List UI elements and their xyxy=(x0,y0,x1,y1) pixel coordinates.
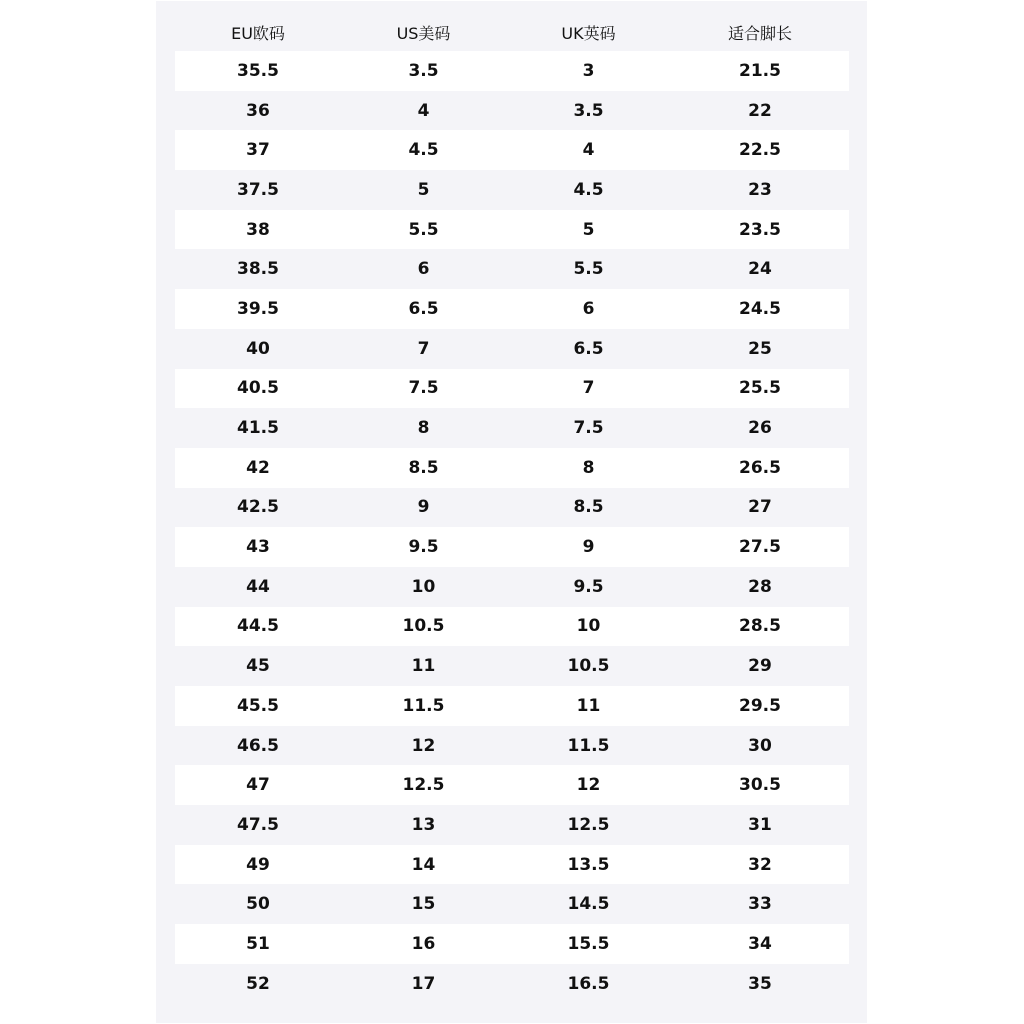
cell-eu: 47.5 xyxy=(237,814,279,835)
cell-us: 11.5 xyxy=(402,695,445,716)
cell-eu: 49 xyxy=(246,854,270,875)
size-chart-panel xyxy=(156,1,867,1023)
cell-uk: 12.5 xyxy=(567,814,610,835)
cell-eu: 45.5 xyxy=(237,695,279,716)
cell-us: 17 xyxy=(411,973,436,994)
cell-eu: 37 xyxy=(246,140,270,161)
cell-foot-length: 23 xyxy=(748,179,772,200)
table-row xyxy=(175,130,849,170)
table-row xyxy=(175,964,849,1004)
cell-us: 15 xyxy=(411,894,436,915)
cell-foot-length: 24.5 xyxy=(739,298,781,319)
cell-eu: 42 xyxy=(246,457,270,478)
header-us: US美码 xyxy=(396,23,451,43)
cell-us: 16 xyxy=(411,933,436,954)
cell-foot-length: 26 xyxy=(748,418,772,439)
cell-foot-length: 34 xyxy=(748,933,772,954)
cell-us: 12.5 xyxy=(402,775,445,796)
cell-uk: 4 xyxy=(582,140,595,161)
cell-us: 14 xyxy=(411,854,436,875)
table-row xyxy=(175,51,849,91)
table-row xyxy=(175,805,849,845)
cell-eu: 46.5 xyxy=(237,735,279,756)
table-row xyxy=(175,448,849,488)
cell-eu: 39.5 xyxy=(237,298,279,319)
cell-eu: 35.5 xyxy=(237,60,279,81)
table-row xyxy=(175,249,849,289)
cell-foot-length: 28 xyxy=(748,576,772,597)
cell-uk: 9 xyxy=(582,537,595,558)
table-row xyxy=(175,91,849,131)
cell-foot-length: 31 xyxy=(748,814,772,835)
cell-foot-length: 32 xyxy=(748,854,772,875)
cell-foot-length: 35 xyxy=(748,973,772,994)
table-row xyxy=(175,369,849,409)
cell-us: 8.5 xyxy=(408,457,439,478)
cell-uk: 4.5 xyxy=(573,179,604,200)
cell-us: 3.5 xyxy=(408,60,439,81)
cell-eu: 51 xyxy=(246,933,270,954)
cell-uk: 13.5 xyxy=(567,854,610,875)
cell-us: 5 xyxy=(417,179,430,200)
cell-eu: 38 xyxy=(246,219,270,240)
cell-us: 9.5 xyxy=(408,537,439,558)
cell-uk: 8 xyxy=(582,457,595,478)
cell-uk: 5.5 xyxy=(573,259,604,280)
cell-uk: 10.5 xyxy=(567,656,610,677)
cell-us: 6.5 xyxy=(408,298,439,319)
cell-us: 13 xyxy=(411,814,436,835)
cell-uk: 16.5 xyxy=(567,973,610,994)
cell-uk: 14.5 xyxy=(567,894,610,915)
header-foot-length: 适合脚长 xyxy=(727,23,792,43)
cell-eu: 42.5 xyxy=(237,497,279,518)
cell-foot-length: 27.5 xyxy=(739,537,781,558)
table-row xyxy=(175,567,849,607)
cell-foot-length: 33 xyxy=(748,894,772,915)
cell-foot-length: 26.5 xyxy=(739,457,781,478)
cell-us: 12 xyxy=(411,735,436,756)
table-row xyxy=(175,646,849,686)
table-row xyxy=(175,924,849,964)
cell-us: 9 xyxy=(417,497,430,518)
cell-eu: 45 xyxy=(246,656,270,677)
cell-eu: 40.5 xyxy=(237,378,279,399)
cell-uk: 10 xyxy=(576,616,601,637)
table-row xyxy=(175,329,849,369)
cell-foot-length: 22 xyxy=(748,100,772,121)
cell-eu: 50 xyxy=(246,894,270,915)
table-row xyxy=(175,607,849,647)
table-header-row xyxy=(175,13,849,51)
table-row xyxy=(175,488,849,528)
cell-us: 5.5 xyxy=(408,219,439,240)
header-uk: UK英码 xyxy=(561,23,616,43)
cell-uk: 6.5 xyxy=(573,338,604,359)
cell-us: 10.5 xyxy=(402,616,445,637)
cell-foot-length: 24 xyxy=(748,259,772,280)
table-row xyxy=(175,726,849,766)
cell-eu: 52 xyxy=(246,973,270,994)
cell-us: 7.5 xyxy=(408,378,439,399)
cell-us: 4 xyxy=(417,100,430,121)
cell-eu: 47 xyxy=(246,775,270,796)
cell-us: 6 xyxy=(417,259,430,280)
cell-us: 4.5 xyxy=(408,140,439,161)
cell-eu: 36 xyxy=(246,100,270,121)
cell-uk: 11.5 xyxy=(567,735,610,756)
cell-eu: 37.5 xyxy=(237,179,279,200)
cell-eu: 43 xyxy=(246,537,270,558)
cell-uk: 7 xyxy=(582,378,595,399)
cell-foot-length: 25 xyxy=(748,338,772,359)
cell-us: 10 xyxy=(411,576,436,597)
size-table xyxy=(175,13,849,1004)
cell-foot-length: 29.5 xyxy=(739,695,781,716)
table-row xyxy=(175,765,849,805)
cell-uk: 7.5 xyxy=(573,418,604,439)
cell-eu: 44 xyxy=(246,576,270,597)
cell-uk: 11 xyxy=(576,695,601,716)
cell-uk: 6 xyxy=(582,298,595,319)
cell-foot-length: 30 xyxy=(748,735,772,756)
cell-foot-length: 28.5 xyxy=(739,616,781,637)
table-body xyxy=(175,51,849,1004)
cell-us: 8 xyxy=(417,418,430,439)
cell-uk: 3.5 xyxy=(573,100,604,121)
cell-foot-length: 30.5 xyxy=(739,775,781,796)
cell-eu: 44.5 xyxy=(237,616,279,637)
cell-foot-length: 22.5 xyxy=(739,140,781,161)
cell-foot-length: 29 xyxy=(748,656,772,677)
table-row xyxy=(175,527,849,567)
table-row xyxy=(175,408,849,448)
cell-foot-length: 21.5 xyxy=(739,60,781,81)
table-row xyxy=(175,884,849,924)
cell-uk: 9.5 xyxy=(573,576,604,597)
cell-uk: 8.5 xyxy=(573,497,604,518)
cell-uk: 12 xyxy=(576,775,601,796)
table-row xyxy=(175,289,849,329)
cell-eu: 41.5 xyxy=(237,418,279,439)
table-row xyxy=(175,686,849,726)
cell-uk: 15.5 xyxy=(567,933,610,954)
table-row xyxy=(175,170,849,210)
cell-foot-length: 23.5 xyxy=(739,219,781,240)
table-row xyxy=(175,210,849,250)
cell-eu: 38.5 xyxy=(237,259,279,280)
header-eu: EU欧码 xyxy=(231,23,285,43)
cell-foot-length: 27 xyxy=(748,497,772,518)
cell-uk: 5 xyxy=(582,219,595,240)
table-row xyxy=(175,845,849,885)
cell-us: 7 xyxy=(417,338,430,359)
cell-us: 11 xyxy=(411,656,436,677)
cell-eu: 40 xyxy=(246,338,270,359)
cell-uk: 3 xyxy=(582,60,595,81)
cell-foot-length: 25.5 xyxy=(739,378,781,399)
